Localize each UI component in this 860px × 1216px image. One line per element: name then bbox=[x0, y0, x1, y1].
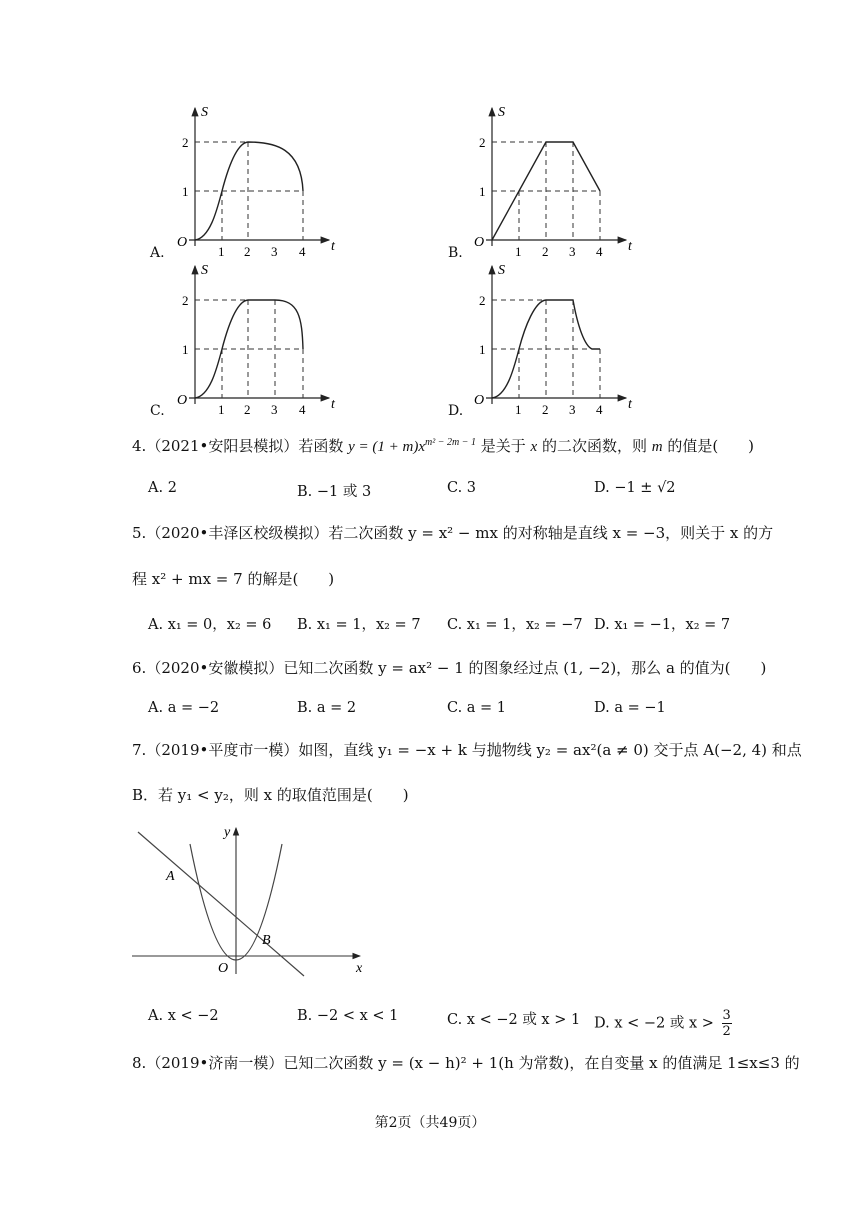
svg-text:1: 1 bbox=[218, 402, 225, 417]
svg-text:O: O bbox=[177, 235, 188, 250]
svg-text:O: O bbox=[474, 393, 485, 408]
q7-option-d[interactable]: D. x < −2 或 x > $\frac{3}{2}$ bbox=[594, 1008, 731, 1039]
page-footer: 第2页（共49页） bbox=[374, 1115, 486, 1131]
q7-option-c[interactable]: C. x < −2 或 x > 1 bbox=[447, 1012, 581, 1028]
graph-d bbox=[474, 263, 633, 417]
question-6: 6.（2020•安徽模拟）已知二次函数 y = ax² − 1 的图象经过点 (1, −2)，那么 a 的值为( ) bbox=[132, 659, 767, 677]
question-source: （2020•安徽模拟） bbox=[146, 659, 284, 677]
q7-option-b[interactable]: B. −2 < x < 1 bbox=[297, 1008, 399, 1024]
graph-a bbox=[177, 105, 336, 259]
line-y1 bbox=[138, 832, 304, 976]
svg-text:t: t bbox=[331, 239, 335, 254]
svg-text:4: 4 bbox=[299, 244, 306, 259]
svg-text:4: 4 bbox=[299, 402, 306, 417]
graph-b bbox=[474, 105, 633, 259]
q4-option-a[interactable]: A. 2 bbox=[148, 480, 177, 496]
q4-option-d[interactable]: D. −1 ± √2 bbox=[594, 480, 676, 496]
graph-option-d[interactable]: D. bbox=[448, 403, 464, 419]
svg-text:1: 1 bbox=[515, 244, 522, 259]
question-number: 4. bbox=[132, 437, 147, 455]
svg-text:2: 2 bbox=[182, 135, 189, 150]
graph-c bbox=[177, 263, 336, 417]
question-7-line-2: B．若 y₁ < y₂，则 x 的取值范围是( ) bbox=[132, 786, 409, 804]
question-source: （2020•丰泽区校级模拟） bbox=[146, 524, 329, 542]
question-number: 5. bbox=[132, 524, 147, 542]
question-4: 4.（2021•安阳县模拟）若函数 $y = (1 + m)x^{m^2 - 2m - 1}$ 是关于 x 的二次函数，则 m 的值是( ) bbox=[132, 437, 755, 455]
question-7: 7.（2019•平度市一模）如图，直线 y₁ = −x + k 与抛物线 y₂ = ax²(a ≠ 0) 交于点 A(−2, 4) 和点 bbox=[132, 741, 802, 759]
question-number: 7. bbox=[132, 741, 147, 759]
question-8: 8.（2019•济南一模）已知二次函数 y = (x − h)² + 1(h 为常数)，在自变量 x 的值满足 1≤x≤3 的 bbox=[132, 1054, 800, 1072]
svg-text:O: O bbox=[218, 961, 229, 976]
q4-option-b[interactable]: B. −1 或 3 bbox=[297, 484, 372, 500]
q6-option-c[interactable]: C. a = 1 bbox=[447, 700, 507, 716]
svg-text:4: 4 bbox=[596, 402, 603, 417]
graph-option-a[interactable]: A. bbox=[150, 245, 165, 261]
svg-text:A: A bbox=[166, 869, 175, 884]
svg-text:2: 2 bbox=[542, 402, 549, 417]
svg-text:2: 2 bbox=[244, 244, 251, 259]
svg-text:S: S bbox=[201, 105, 208, 120]
svg-text:4: 4 bbox=[596, 244, 603, 259]
svg-text:1: 1 bbox=[479, 342, 486, 357]
question-number: 8. bbox=[132, 1054, 147, 1072]
question-source: （2019•平度市一模） bbox=[146, 741, 299, 759]
svg-text:2: 2 bbox=[182, 293, 189, 308]
option-graphs bbox=[0, 0, 860, 420]
svg-text:S: S bbox=[498, 105, 505, 120]
q5-option-a[interactable]: A. x₁ = 0，x₂ = 6 bbox=[148, 617, 272, 633]
question-5: 5.（2020•丰泽区校级模拟）若二次函数 y = x² − mx 的对称轴是直线 x = −3，则关于 x 的方 bbox=[132, 524, 774, 542]
q6-option-b[interactable]: B. a = 2 bbox=[297, 700, 357, 716]
svg-text:1: 1 bbox=[182, 342, 189, 357]
question-number: 6. bbox=[132, 659, 147, 677]
svg-text:t: t bbox=[628, 239, 632, 254]
graph-option-c[interactable]: C. bbox=[150, 403, 165, 419]
q5-option-c[interactable]: C. x₁ = 1，x₂ = −7 bbox=[447, 617, 583, 633]
q7-option-a[interactable]: A. x < −2 bbox=[148, 1008, 219, 1024]
svg-text:O: O bbox=[177, 393, 188, 408]
q6-option-a[interactable]: A. a = −2 bbox=[148, 700, 220, 716]
svg-text:S: S bbox=[201, 263, 208, 278]
q4-option-c[interactable]: C. 3 bbox=[447, 480, 477, 496]
fraction: $\frac{3}{2}$ bbox=[722, 1008, 731, 1039]
svg-text:3: 3 bbox=[271, 402, 278, 417]
q5-option-d[interactable]: D. x₁ = −1，x₂ = 7 bbox=[594, 617, 731, 633]
svg-text:1: 1 bbox=[218, 244, 225, 259]
svg-text:3: 3 bbox=[569, 402, 576, 417]
svg-text:y: y bbox=[224, 825, 231, 840]
q6-option-d[interactable]: D. a = −1 bbox=[594, 700, 666, 716]
svg-text:1: 1 bbox=[182, 184, 189, 199]
question-5-line-2: 程 x² + mx = 7 的解是( ) bbox=[132, 570, 335, 588]
svg-text:2: 2 bbox=[479, 293, 486, 308]
question-source: （2021•安阳县模拟） bbox=[146, 437, 299, 455]
svg-text:3: 3 bbox=[569, 244, 576, 259]
svg-text:B: B bbox=[262, 933, 271, 948]
svg-text:S: S bbox=[498, 263, 505, 278]
question-source: （2019•济南一模） bbox=[146, 1054, 284, 1072]
svg-text:3: 3 bbox=[271, 244, 278, 259]
svg-text:2: 2 bbox=[542, 244, 549, 259]
q7-figure bbox=[128, 824, 368, 984]
svg-text:1: 1 bbox=[479, 184, 486, 199]
svg-text:1: 1 bbox=[515, 402, 522, 417]
svg-text:O: O bbox=[474, 235, 485, 250]
graph-option-b[interactable]: B. bbox=[448, 245, 463, 261]
q5-option-b[interactable]: B. x₁ = 1，x₂ = 7 bbox=[297, 617, 421, 633]
svg-text:x: x bbox=[356, 961, 363, 976]
svg-text:2: 2 bbox=[479, 135, 486, 150]
svg-text:t: t bbox=[628, 397, 632, 412]
svg-text:2: 2 bbox=[244, 402, 251, 417]
svg-text:t: t bbox=[331, 397, 335, 412]
